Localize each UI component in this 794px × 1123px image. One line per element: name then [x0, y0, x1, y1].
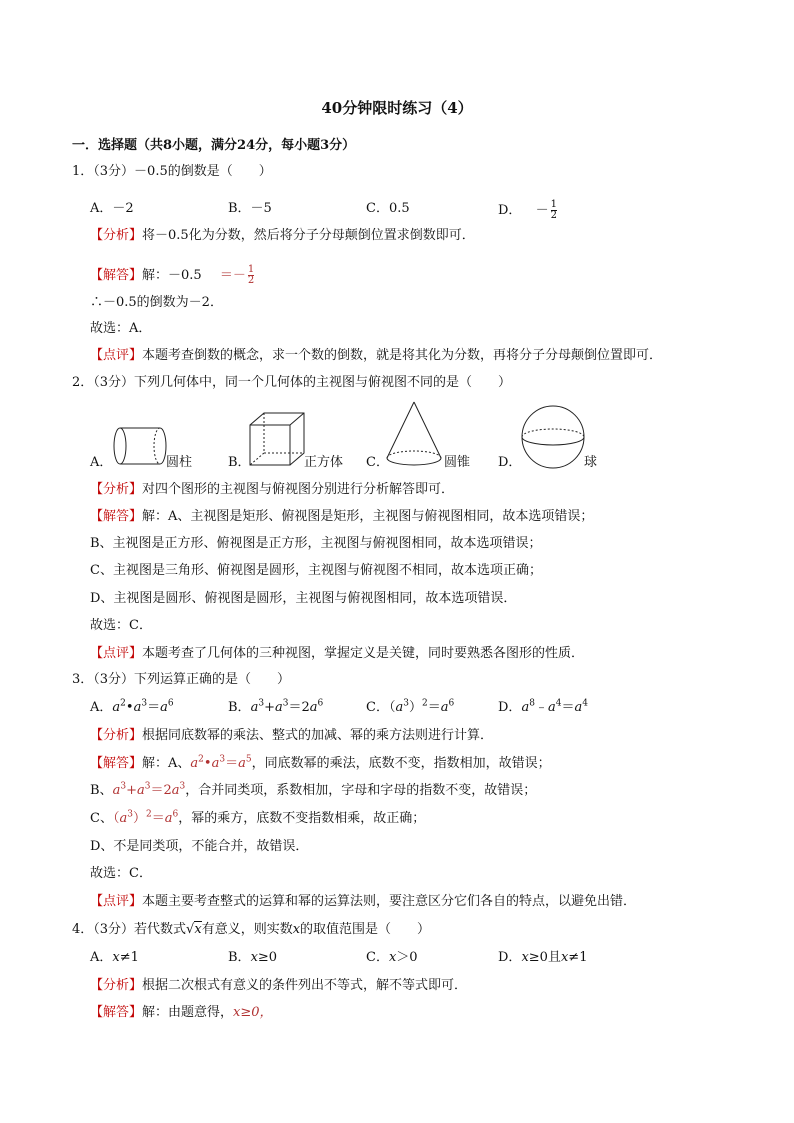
sphere-figure	[520, 404, 586, 470]
q4-option-b: B．x≥0	[228, 950, 278, 965]
q1-stem: 1．（3分）－0.5的倒数是（ ）	[72, 164, 272, 179]
q3-stem: 3．（3分）下列运算正确的是（ ）	[72, 672, 291, 687]
q2-stem: 2．（3分）下列几何体中，同一个几何体的主视图与俯视图不同的是（ ）	[72, 375, 512, 390]
q1-analysis: 【分析】将－0.5化为分数，然后将分子分母颠倒位置求倒数即可．	[90, 228, 475, 243]
q3-option-a: A．$a^2•a^3=a^6$	[90, 698, 174, 715]
q3-option-d: D．$a^8﹣a^4=a^4$	[498, 698, 588, 715]
q2-label-cube: 正方体	[304, 455, 344, 470]
q1-comment: 【点评】本题考查倒数的概念，求一个数的倒数，就是将其化为分数，再将分子分母颠倒位置即可．	[90, 348, 663, 363]
q2-comment: 【点评】本题考查了几何体的三种视图，掌握定义是关键，同时要熟悉各图形的性质．	[90, 646, 585, 661]
q4-stem: 4．（3分）若代数式√x有意义，则实数x的取值范围是（ ）	[72, 922, 431, 937]
q1-option-d: D． － $\frac{1}{2}$	[498, 199, 557, 221]
q3-analysis: 【分析】根据同底数幂的乘法、整式的加减、幂的乘方法则进行计算．	[90, 728, 494, 743]
q2-analysis: 【分析】对四个图形的主视图与俯视图分别进行分析解答即可．	[90, 482, 455, 497]
q3-choose: 故选：C．	[90, 866, 152, 881]
q4-option-a: A．x≠1	[90, 950, 139, 965]
q3-option-c: C．$(a^3)^2=a^6$	[366, 698, 455, 715]
q2-answer-b: B、主视图是正方形、俯视图是正方形，主视图与俯视图相同，故本选项错误；	[90, 536, 542, 551]
section-heading: 一．选择题（共8小题，满分24分，每小题3分）	[72, 138, 356, 153]
q3-option-b: B．$a^3+a^3=2a^6$	[228, 698, 324, 715]
q2-option-d: D．	[498, 455, 522, 470]
q2-choose: 故选：C．	[90, 618, 152, 633]
q3-answer-a: 【解答】解：A、$a^2•a^3=a^5$，同底数幂的乘法，底数不变，指数相加，故错误；	[90, 754, 551, 771]
q1-answer: 【解答】解：－0.5 ＝－ $\frac{1}{2}$	[90, 264, 255, 286]
q2-answer-d: D、主视图是圆形、俯视图是圆形，主视图与俯视图相同，故本选项错误．	[90, 591, 517, 606]
q1-option-b: B．－5	[228, 201, 272, 216]
q2-option-b: B．	[228, 455, 251, 470]
page-title: 40分钟限时练习（4）	[321, 99, 473, 117]
q1-choose: 故选：A．	[90, 321, 152, 336]
cone-figure	[384, 400, 444, 470]
q2-option-c: C．	[366, 455, 389, 470]
q1-conclusion: ∴－0.5的倒数为－2．	[90, 295, 223, 310]
q2-answer-c: C、主视图是三角形、俯视图是圆形，主视图与俯视图不相同，故本选项正确；	[90, 563, 542, 578]
q4-option-c: C．x＞0	[366, 950, 418, 965]
q4-analysis: 【分析】根据二次根式有意义的条件列出不等式，解不等式即可．	[90, 978, 468, 993]
q2-label-cylinder: 圆柱	[166, 455, 193, 470]
q2-answer: 【解答】解：A、主视图是矩形、俯视图是矩形，主视图与俯视图相同，故本选项错误；	[90, 509, 594, 524]
cylinder-figure	[112, 422, 168, 470]
q3-answer-b: B、$a^3+a^3=2a^3$，合并同类项，系数相加，字母和字母的指数不变，故错误；	[90, 781, 537, 798]
q1-option-c: C．0.5	[366, 201, 410, 216]
q1-option-a: A．－2	[90, 201, 134, 216]
q3-answer-c: C、$(a^3)^2=a^6$，幂的乘方，底数不变指数相乘，故正确；	[90, 809, 426, 826]
q2-label-sphere: 球	[584, 455, 598, 470]
q3-answer-d: D、不是同类项，不能合并，故错误．	[90, 839, 309, 854]
q4-answer: 【解答】解：由题意得，x≥0，	[90, 1005, 273, 1020]
q2-label-cone: 圆锥	[444, 455, 471, 470]
cube-figure	[246, 409, 308, 469]
q2-option-a: A．	[90, 455, 113, 470]
q4-option-d: D．x≥0且x≠1	[498, 950, 588, 965]
q3-comment: 【点评】本题主要考查整式的运算和幂的运算法则，要注意区分它们各自的特点，以避免出错．	[90, 894, 637, 909]
